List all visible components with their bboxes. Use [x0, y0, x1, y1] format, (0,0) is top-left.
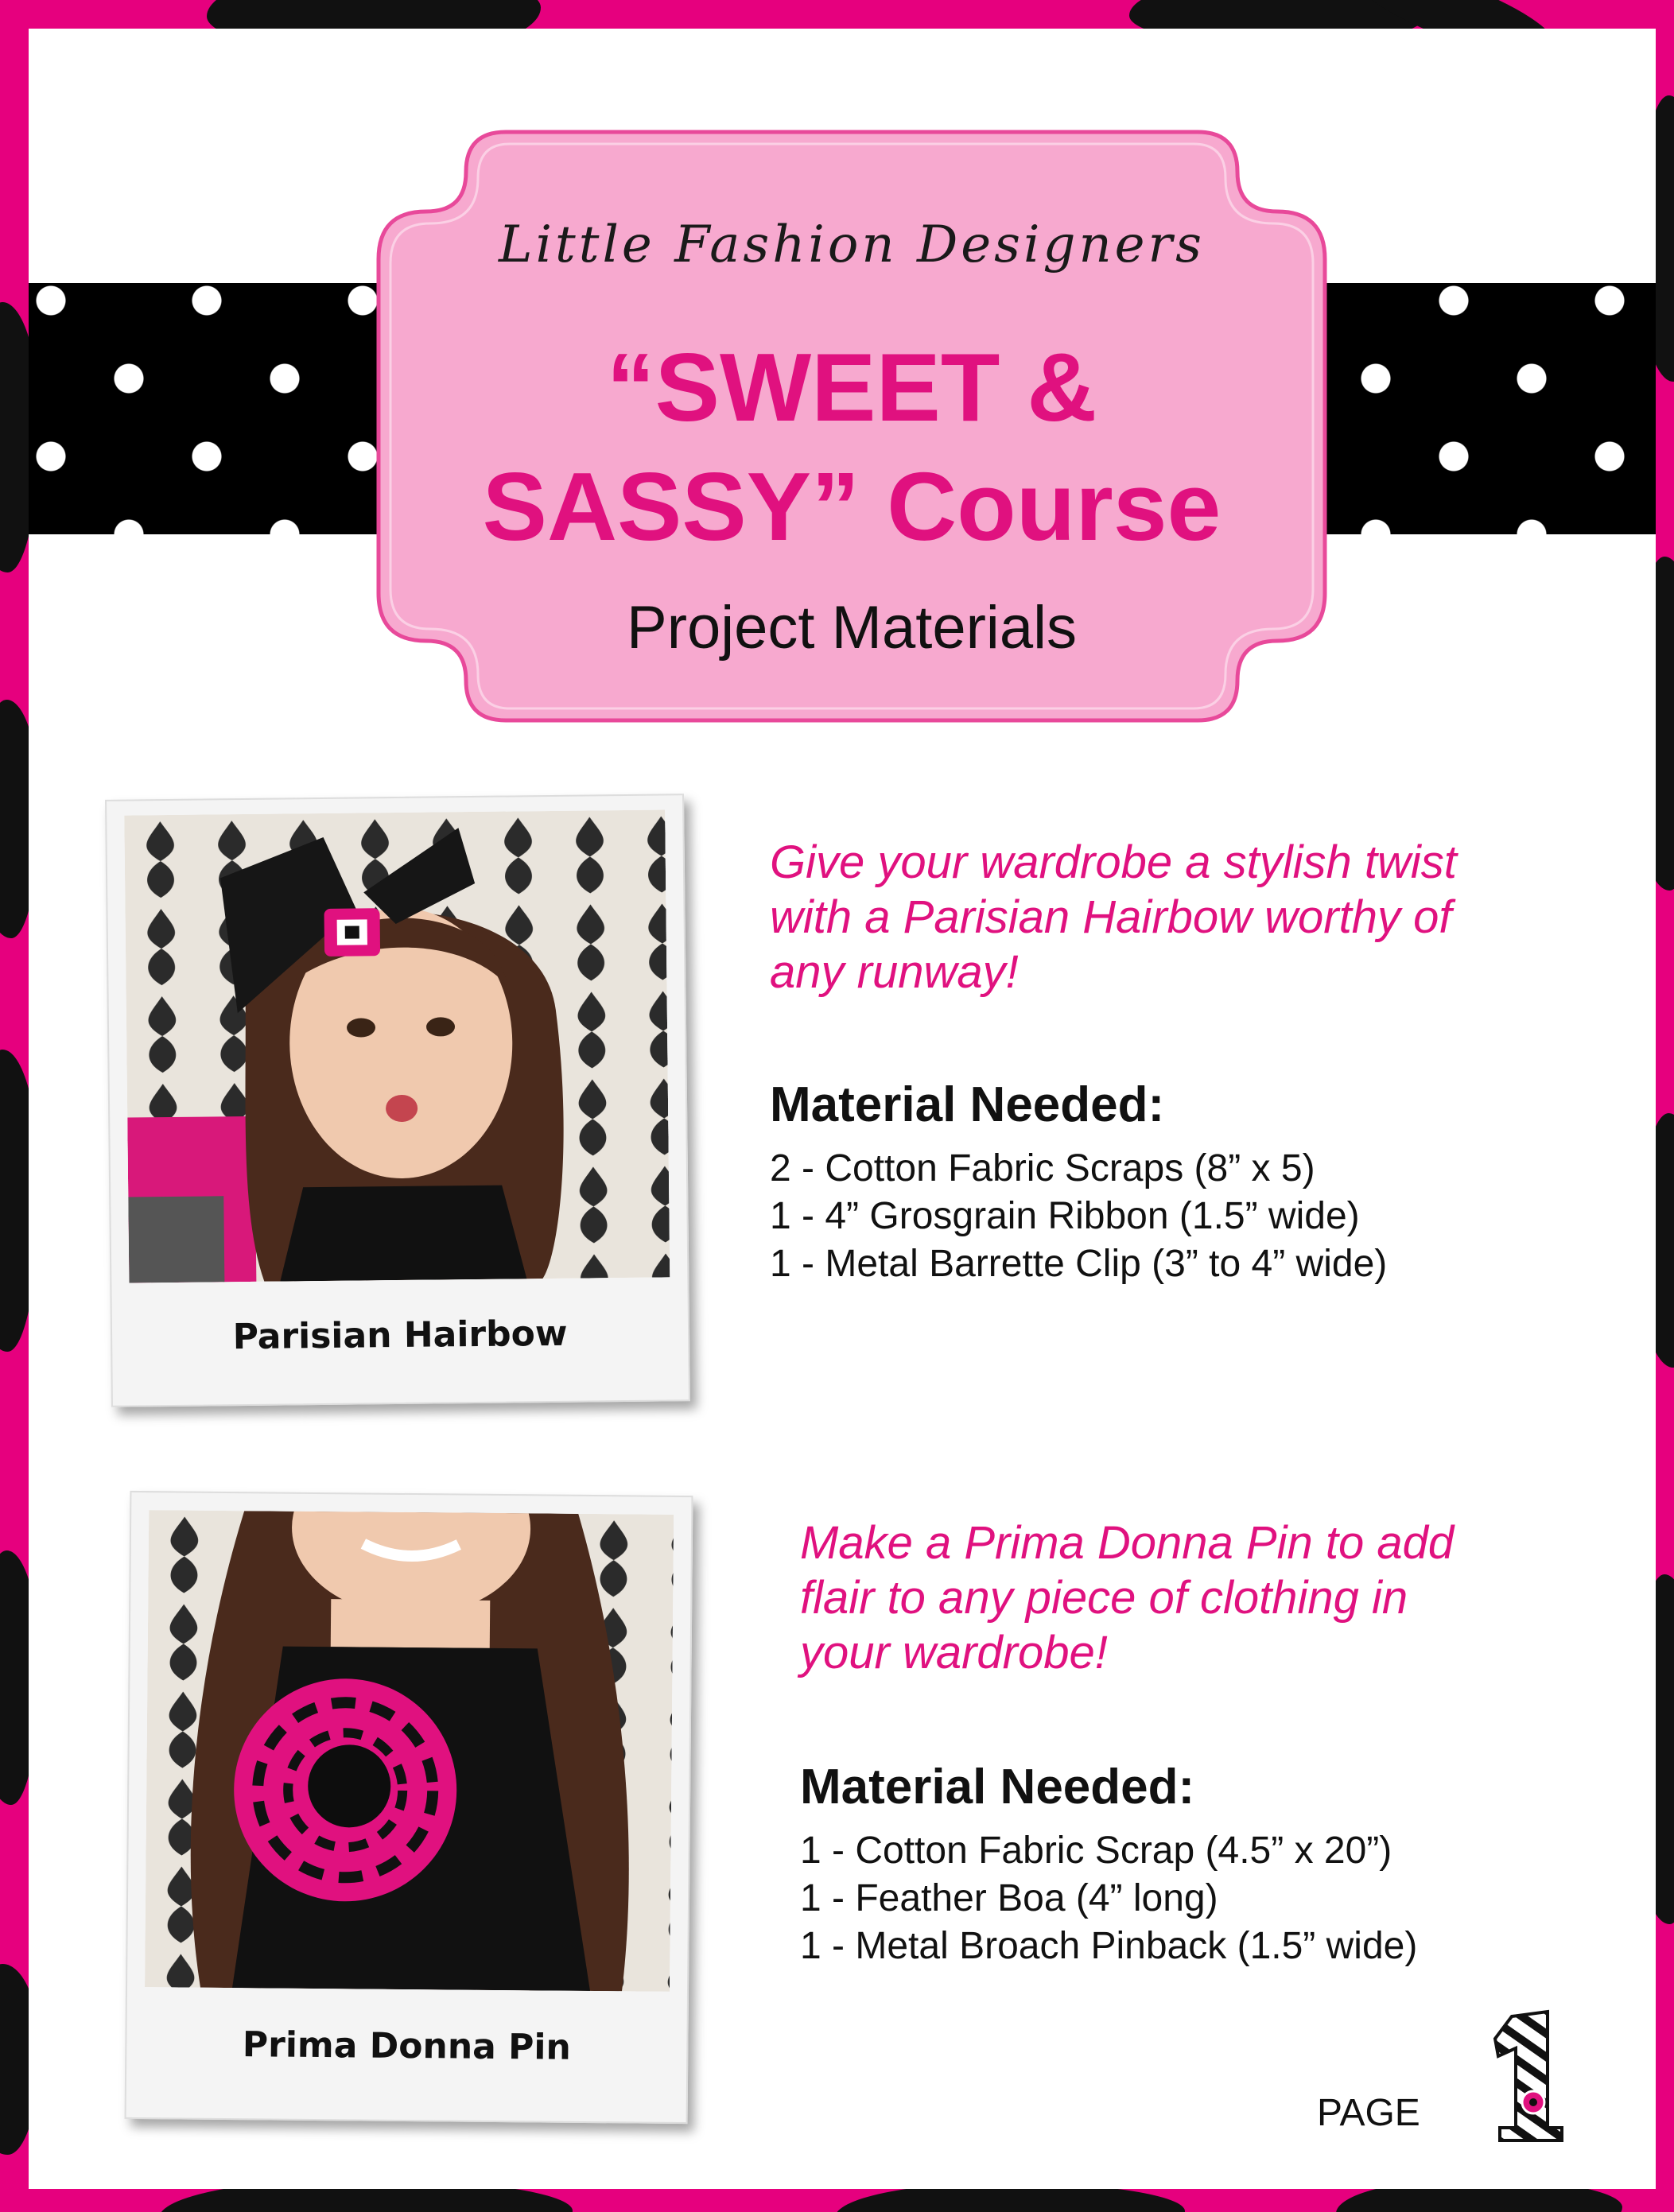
material-item: 2 - Cotton Fabric Scraps (8” x 5) [770, 1147, 1315, 1189]
blurb-line: your wardrobe! [800, 1627, 1108, 1678]
caption-parisian-hairbow: Parisian Hairbow [232, 1313, 568, 1358]
materials-heading: Material Needed: [770, 1077, 1165, 1132]
material-item: 1 - 4” Grosgrain Ribbon (1.5” wide) [770, 1195, 1360, 1237]
blurb-parisian-hairbow [770, 835, 1597, 999]
material-item: 1 - Metal Broach Pinback (1.5” wide) [800, 1925, 1418, 1967]
brand-subtitle: Little Fashion Designers [499, 215, 1205, 274]
material-item: 1 - Feather Boa (4” long) [800, 1877, 1218, 1919]
photo-girl-with-flower-pin [145, 1510, 674, 1992]
section-title: Project Materials [627, 594, 1077, 662]
blurb-line: Make a Prima Donna Pin to add [800, 1517, 1455, 1569]
materials-heading: Material Needed: [800, 1760, 1195, 1814]
course-title-line-1: “SWEET & [606, 333, 1097, 441]
material-item: 1 - Metal Barrette Clip (3” to 4” wide) [770, 1243, 1388, 1285]
blurb-line: flair to any piece of clothing in [800, 1572, 1408, 1624]
photo-girl-with-hairbow [124, 809, 670, 1283]
blurb-line: any runway! [770, 946, 1019, 998]
blurb-prima-donna-pin [800, 1515, 1627, 1680]
materials-list-hairbow [770, 1145, 1387, 1288]
course-title-line-2: SASSY” Course [482, 452, 1222, 561]
materials-list-pin [800, 1827, 1417, 1970]
polaroid-prima-donna-pin [125, 1491, 693, 2124]
material-item: 1 - Cotton Fabric Scrap (4.5” x 20”) [800, 1830, 1392, 1872]
page-label: PAGE [1317, 2092, 1420, 2134]
blurb-line: Give your wardrobe a stylish twist [770, 836, 1457, 888]
title-plaque [347, 116, 1357, 736]
caption-prima-donna-pin: Prima Donna Pin [242, 2024, 572, 2068]
polaroid-parisian-hairbow [105, 794, 690, 1407]
page-number-graphic [1484, 2008, 1571, 2148]
document-page [29, 29, 1656, 2189]
blurb-line: with a Parisian Hairbow worthy of [770, 891, 1452, 943]
